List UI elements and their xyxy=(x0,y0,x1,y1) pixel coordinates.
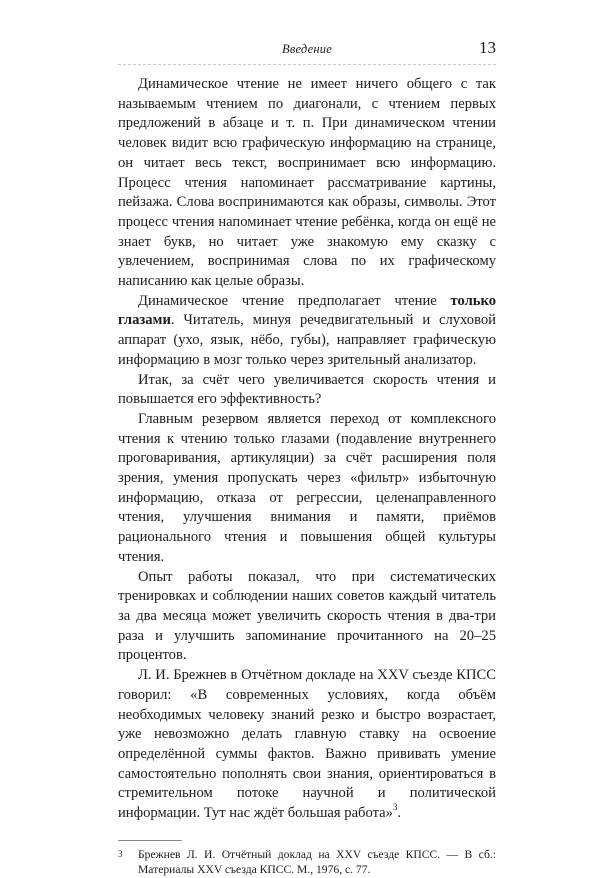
footnote-reference[interactable]: 3 xyxy=(392,802,398,813)
paragraph-6: Л. И. Брежнев в Отчётном докладе на XXV съезде КПСС говорил: «В современных условиях, когда объём необходимых человеку знаний резко и быстро возрастает, уже невозможно делать главную ставку на освоение определённой суммы фактов. Важно прививать умение самостоятельно пополнять свои знания, ориентироваться в стремительном потоке научной и политической информации. Тут нас ждёт большая работа»$^3$. xyxy=(118,667,496,822)
paragraph-3: Итак, за счёт чего увеличивается скорость чтения и повышается его эффективность? xyxy=(118,371,496,408)
paragraph-2 xyxy=(118,292,496,371)
footnote-divider xyxy=(118,840,182,841)
page-number: 13 xyxy=(479,38,496,57)
footnote-mark: 3 xyxy=(118,848,123,859)
footnote xyxy=(118,847,496,878)
running-title: Введение xyxy=(282,42,332,56)
header-divider xyxy=(118,64,496,65)
running-head xyxy=(118,38,496,62)
paragraph-5: Опыт работы показал, что при систематических тренировках и соблюдении наших советов каждый читатель за два месяца может увеличить скорость чтения в два-три раза и улучшить запоминание прочитанного на 20–25 процентов. xyxy=(118,568,496,664)
book-page xyxy=(118,38,496,878)
paragraph-2-end: . Читатель, минуя речедвигательный и слуховой аппарат (ухо, язык, нёбо, губы), направляет графическую информацию в мозг только через зрительный анализатор. xyxy=(118,312,496,368)
paragraph-4: Главным резервом является переход от комплексного чтения к чтению только глазами (подавление внутреннего проговаривания, артикуляции) за счёт расширения поля зрения, умения пропускать через «фильтр» избыточную информацию, отказа от регрессии, целенаправленного чтения, улучшения внимания и памяти, приёмов рационального чтения и повышения общей культуры чтения. xyxy=(118,410,496,565)
quote-text: Л. И. Брежнев в Отчётном докладе на XXV съезде КПСС говорил: «В современных условиях, когда объём необходимых человеку знаний резко и быстро возрастает, уже невозможно делать главную ставку на освоение определённой суммы фактов. Важно прививать умение самостоятельно пополнять свои знания, ориентироваться в стремительном потоке научной и политической информации. Тут нас ждёт большая работа» xyxy=(118,667,496,822)
footnote-text: Брежнев Л. И. Отчётный доклад на XXV съезде КПСС. — В сб.: Материалы XXV съезда КПСС. М., 1976, с. 77. xyxy=(138,847,496,877)
paragraph-2-start: Динамическое чтение предполагает чтение xyxy=(138,292,451,309)
emphasis-only-eyes: только глазами xyxy=(118,292,496,329)
body-text xyxy=(118,75,496,824)
paragraph-1: Динамическое чтение не имеет ничего общего с так называемым чтением по диагонали, с чтением первых предложений в абзаце и т. п. При динамическом чтении человек видит всю графическую информацию на странице, он читает весь текст, воспринимает всю информацию. Процесс чтения напоминает рассматривание картины, пейзажа. Слова воспринимаются как образы, символы. Этот процесс чтения напоминает чтение ребёнка, когда он ещё не знает букв, но читает уже знакомую ему сказку с увлечением, воспринимая слова по их графическому написанию как целые образы. xyxy=(118,76,496,290)
